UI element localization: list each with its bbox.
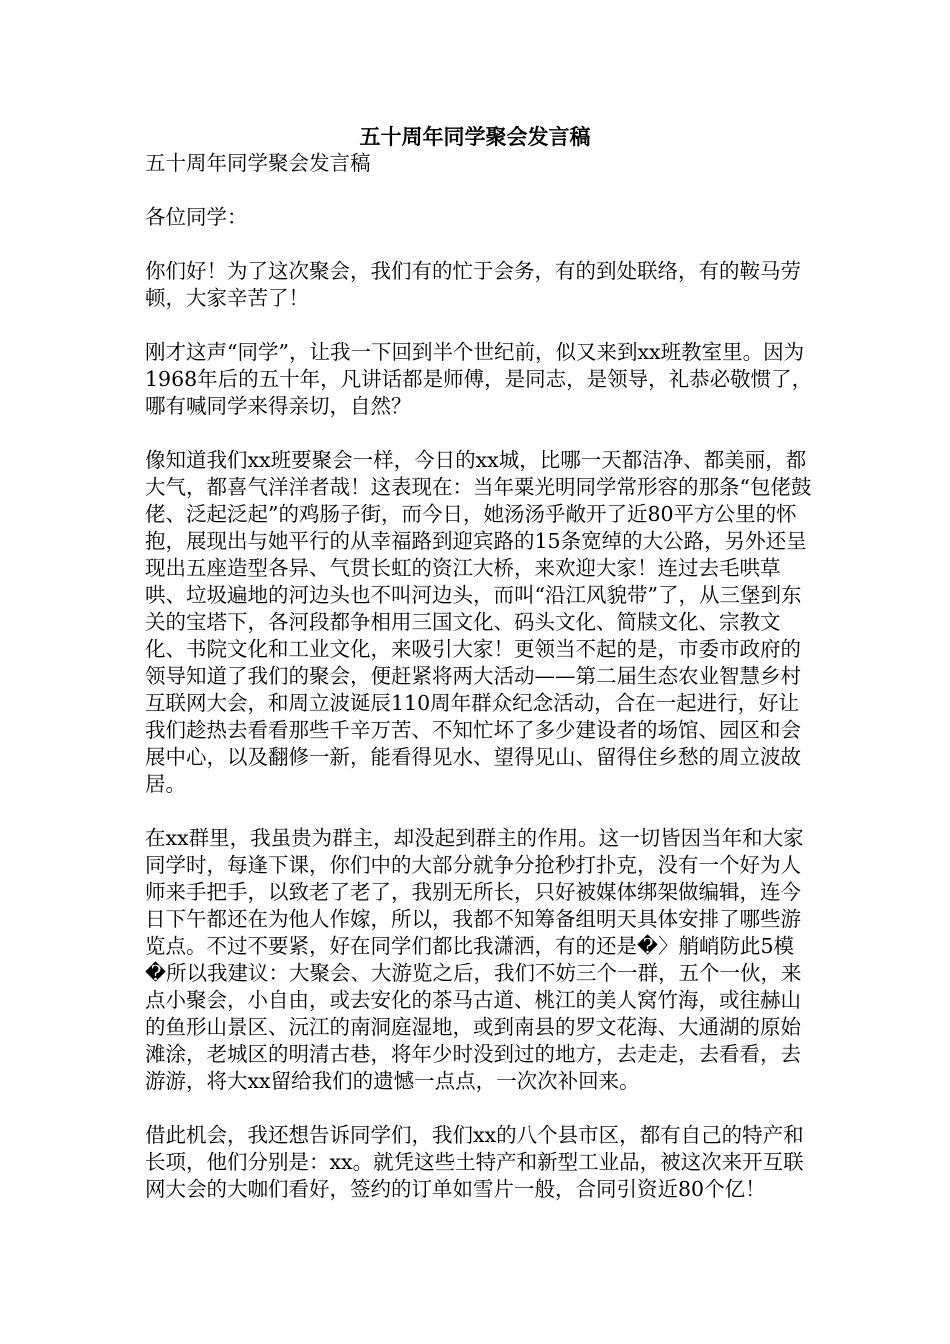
paragraph-specialties: 借此机会，我还想告诉同学们，我们xx的八个县市区，都有自己的特产和长项，他们分别是：xx。就凭这些土特产和新型工业品，被这次来开互联网大会的大咖们看好，签约的订单如雪片一般，合同引资近80个亿！ xyxy=(145,1123,804,1201)
document-body xyxy=(145,150,815,1230)
paragraph-classmates: 刚才这声“同学”，让我一下回到半个世纪前，似又来到xx班教室里。因为1968年后的五十年，凡讲话都是师傅，是同志，是领导，礼恭必敬惯了，哪有喊同学来得亲切，自然？ xyxy=(145,340,813,418)
paragraph-city: 像知道我们xx班要聚会一样，今日的xx城，比哪一天都洁净、都美丽，都大气，都喜气洋洋者哉！这表现在：当年粟光明同学常形容的那条“包佬鼓佬、泛起泛起”的鸡肠子街，而今日，她汤汤乎敞开了近80平方公里的怀抱，展现出与她平行的从幸福路到迎宾路的15条宽绰的大公路，另外还呈现出五座造型各异、气贯长虹的资江大桥，来欢迎大家！连过去毛哄草哄、垃圾遍地的河边头也不叫河边头，而叫“沿江风貌带”了，从三堡到东关的宝塔下，各河段都争相用三国文化、码头文化、简牍文化、宗教文化、书院文化和工业文化，来吸引大家！更领当不起的是，市委市政府的领导知道了我们的聚会，便赶紧将两大活动——第二届生态农业智慧乡村互联网大会，和周立波诞辰110周年群众纪念活动，合在一起进行，好让我们趁热去看看那些千辛万苦、不知忙坏了多少建设者的场馆、园区和会展中心，以及翻修一新，能看得见水、望得见山、留得住乡愁的周立波故居。 xyxy=(145,448,812,796)
paragraph-group: 在xx群里，我虽贵为群主，却没起到群主的作用。这一切皆因当年和大家同学时，每逢下课，你们中的大部分就争分抢秒打扑克，没有一个好为人师来手把手，以致老了老了，我别无所长，只好被媒体绑架做编辑，连今日下午都还在为他人作嫁，所以，我都不知筹备组明天具体安排了哪些游览点。不过不要紧，好在同学们都比我潇洒，有的还是�〉艄峭防此5模�所以我建议：大聚会、大游览之后，我们不妨三个一群，五个一伙，来点小聚会，小自由，或去安化的茶马古道、桃江的美人窝竹海，或往赫山的鱼形山景区、沅江的南洞庭湿地，或到南县的罗文花海、大通湖的原始滩涂，老城区的明清古巷，将年少时没到过的地方，去走走，去看看，去游游，将大xx留给我们的遗憾一点点，一次次补回来。 xyxy=(145,826,804,1093)
paragraph-salutation: 各位同学： xyxy=(145,205,248,229)
document-title: 五十周年同学聚会发言稿 xyxy=(359,124,591,149)
paragraph-greeting: 你们好！为了这次聚会，我们有的忙于会务，有的到处联络，有的鞍马劳顿，大家辛苦了！ xyxy=(145,259,801,310)
paragraph-subtitle: 五十周年同学聚会发言稿 xyxy=(145,151,371,175)
